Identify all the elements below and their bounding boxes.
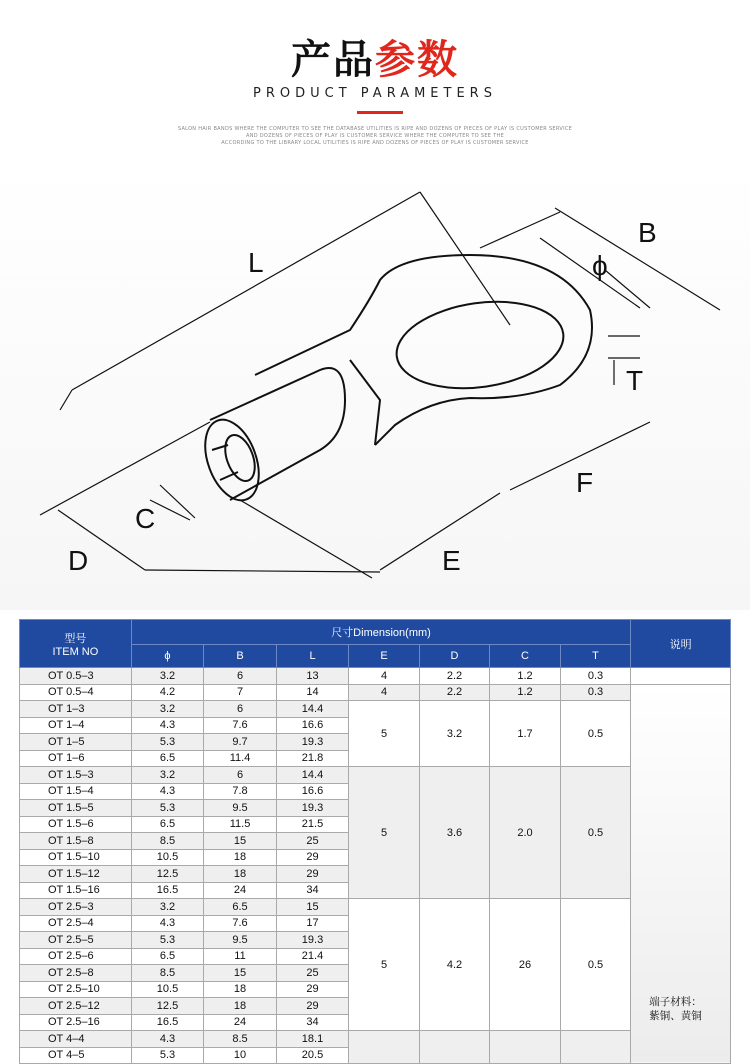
item-no-cell: OT 1.5–3 [20, 767, 132, 784]
phi-cell: 10.5 [131, 981, 204, 998]
l-cell: 21.8 [276, 750, 349, 767]
l-cell: 29 [276, 981, 349, 998]
l-cell: 34 [276, 882, 349, 899]
col-phi: ϕ [131, 645, 204, 668]
b-cell: 11.5 [204, 816, 277, 833]
item-no-cell: OT 1.5–10 [20, 849, 132, 866]
d-cell: 2.2 [419, 668, 489, 685]
col-C: C [490, 645, 560, 668]
t-cell: 0.5 [560, 899, 631, 1031]
model-header [20, 620, 132, 668]
c-cell: 1.2 [490, 668, 560, 685]
fine-print-2: AND DOZENS OF PIECES OF PLAY IS CUSTOMER SERVICE WHERE THE COMPUTER TO SEE THE [245, 133, 505, 139]
item-no-cell: OT 2.5–4 [20, 915, 132, 932]
phi-cell: 8.5 [131, 833, 204, 850]
terminal-drawing [0, 160, 750, 610]
t-cell: 0.5 [560, 767, 631, 899]
header [0, 0, 750, 160]
phi-cell: 3.2 [131, 701, 204, 718]
d-cell: 4.2 [419, 899, 489, 1031]
note-cell [631, 684, 731, 1064]
terminal-diagram [0, 160, 750, 610]
l-cell: 20.5 [276, 1047, 349, 1064]
col-E: E [349, 645, 419, 668]
b-cell: 7.6 [204, 915, 277, 932]
table-body [20, 668, 731, 1064]
phi-cell: 3.2 [131, 899, 204, 916]
page-title [0, 28, 750, 85]
col-L: L [276, 645, 349, 668]
phi-cell: 5.3 [131, 1047, 204, 1064]
col-D: D [419, 645, 489, 668]
item-no-cell: OT 4–5 [20, 1047, 132, 1064]
l-cell: 34 [276, 1014, 349, 1031]
label-D: D [68, 545, 89, 576]
b-cell: 18 [204, 866, 277, 883]
l-cell: 18.1 [276, 1031, 349, 1048]
col-T: T [560, 645, 631, 668]
b-cell: 9.5 [204, 800, 277, 817]
b-cell: 18 [204, 849, 277, 866]
d-cell: 2.2 [419, 684, 489, 701]
d-cell [419, 1031, 489, 1064]
b-cell: 6.5 [204, 899, 277, 916]
phi-cell: 12.5 [131, 866, 204, 883]
label-F: F [576, 467, 594, 498]
b-cell: 18 [204, 981, 277, 998]
l-cell: 15 [276, 899, 349, 916]
phi-cell: 5.3 [131, 734, 204, 751]
parameter-table [19, 619, 731, 1064]
phi-cell: 6.5 [131, 816, 204, 833]
b-cell: 11.4 [204, 750, 277, 767]
item-no-cell: OT 2.5–10 [20, 981, 132, 998]
label-C: C [135, 503, 156, 534]
phi-cell: 16.5 [131, 1014, 204, 1031]
table-row [20, 899, 731, 916]
b-cell: 10 [204, 1047, 277, 1064]
item-no-cell: OT 0.5–4 [20, 684, 132, 701]
item-no-cell: OT 1.5–5 [20, 800, 132, 817]
phi-cell: 4.3 [131, 915, 204, 932]
b-cell: 24 [204, 1014, 277, 1031]
e-cell: 5 [349, 701, 419, 767]
phi-cell: 3.2 [131, 668, 204, 685]
l-cell: 16.6 [276, 717, 349, 734]
item-no-cell: OT 1.5–8 [20, 833, 132, 850]
phi-cell: 4.3 [131, 717, 204, 734]
table-row [20, 1031, 731, 1048]
b-cell: 7 [204, 684, 277, 701]
l-cell: 25 [276, 833, 349, 850]
table-row [20, 684, 731, 701]
l-cell: 16.6 [276, 783, 349, 800]
l-cell: 17 [276, 915, 349, 932]
l-cell: 14.4 [276, 767, 349, 784]
phi-cell: 12.5 [131, 998, 204, 1015]
table-row [20, 668, 731, 685]
item-no-cell: OT 1–3 [20, 701, 132, 718]
t-cell [560, 1031, 631, 1064]
l-cell: 29 [276, 849, 349, 866]
title-underline [357, 111, 403, 114]
label-L: L [248, 247, 264, 278]
phi-cell: 16.5 [131, 882, 204, 899]
note-cell-top [631, 668, 731, 685]
b-cell: 6 [204, 701, 277, 718]
l-cell: 14 [276, 684, 349, 701]
b-cell: 24 [204, 882, 277, 899]
t-cell: 0.5 [560, 701, 631, 767]
l-cell: 13 [276, 668, 349, 685]
phi-cell: 5.3 [131, 800, 204, 817]
l-cell: 21.4 [276, 948, 349, 965]
phi-cell: 6.5 [131, 948, 204, 965]
item-no-cell: OT 2.5–5 [20, 932, 132, 949]
item-no-cell: OT 1.5–12 [20, 866, 132, 883]
t-cell: 0.3 [560, 684, 631, 701]
phi-cell: 5.3 [131, 932, 204, 949]
b-cell: 8.5 [204, 1031, 277, 1048]
col-B: B [204, 645, 277, 668]
note-material-label: 端子材料： [649, 996, 702, 1008]
b-cell: 9.5 [204, 932, 277, 949]
b-cell: 15 [204, 833, 277, 850]
b-cell: 7.6 [204, 717, 277, 734]
fine-print-3: ACCORDING TO THE LIBRARY LOCAL UTILITIES IS RIPE AND DOZENS OF PIECES OF PLAY IS CUSTOMER SERVICE [221, 140, 529, 146]
table-row [20, 701, 731, 718]
fine-print-1: SALON HAIR BANDS WHERE THE COMPUTER TO SEE THE DATABASE UTILITIES IS RIPE AND DOZENS OF PIECES OF PLAY IS CUSTOMER SERVICE [177, 126, 573, 132]
page-subtitle: PRODUCT PARAMETERS [253, 86, 497, 101]
l-cell: 19.3 [276, 932, 349, 949]
c-cell: 26 [490, 899, 560, 1031]
title-red: 参数 [375, 37, 459, 83]
table-row [20, 767, 731, 784]
item-no-cell: OT 1.5–6 [20, 816, 132, 833]
model-header-en: ITEM NO [52, 645, 99, 658]
phi-cell: 6.5 [131, 750, 204, 767]
b-cell: 7.8 [204, 783, 277, 800]
dimension-header: 尺寸Dimension(mm) [131, 620, 630, 645]
item-no-cell: OT 2.5–8 [20, 965, 132, 982]
item-no-cell: OT 2.5–3 [20, 899, 132, 916]
item-no-cell: OT 1–5 [20, 734, 132, 751]
model-header-cn: 型号 [64, 632, 87, 645]
l-cell: 19.3 [276, 800, 349, 817]
phi-cell: 10.5 [131, 849, 204, 866]
label-phi: ϕ [592, 250, 608, 281]
b-cell: 15 [204, 965, 277, 982]
note-header: 说明 [631, 620, 731, 668]
l-cell: 29 [276, 866, 349, 883]
b-cell: 6 [204, 767, 277, 784]
label-B: B [638, 217, 657, 248]
item-no-cell: OT 0.5–3 [20, 668, 132, 685]
e-cell: 4 [349, 684, 419, 701]
l-cell: 21.5 [276, 816, 349, 833]
phi-cell: 4.3 [131, 783, 204, 800]
d-cell: 3.6 [419, 767, 489, 899]
e-cell: 5 [349, 899, 419, 1031]
title-black: 产品 [291, 37, 375, 83]
phi-cell: 4.2 [131, 684, 204, 701]
item-no-cell: OT 2.5–12 [20, 998, 132, 1015]
t-cell: 0.3 [560, 668, 631, 685]
l-cell: 25 [276, 965, 349, 982]
b-cell: 18 [204, 998, 277, 1015]
c-cell: 1.2 [490, 684, 560, 701]
c-cell: 2.0 [490, 767, 560, 899]
e-cell: 5 [349, 767, 419, 899]
item-no-cell: OT 1.5–16 [20, 882, 132, 899]
item-no-cell: OT 1.5–4 [20, 783, 132, 800]
item-no-cell: OT 1–4 [20, 717, 132, 734]
c-cell [490, 1031, 560, 1064]
e-cell [349, 1031, 419, 1064]
label-T: T [626, 365, 644, 396]
phi-cell: 8.5 [131, 965, 204, 982]
item-no-cell: OT 2.5–16 [20, 1014, 132, 1031]
l-cell: 29 [276, 998, 349, 1015]
d-cell: 3.2 [419, 701, 489, 767]
b-cell: 6 [204, 668, 277, 685]
item-no-cell: OT 2.5–6 [20, 948, 132, 965]
phi-cell: 4.3 [131, 1031, 204, 1048]
phi-cell: 3.2 [131, 767, 204, 784]
l-cell: 19.3 [276, 734, 349, 751]
item-no-cell: OT 4–4 [20, 1031, 132, 1048]
b-cell: 11 [204, 948, 277, 965]
label-E: E [442, 545, 461, 576]
c-cell: 1.7 [490, 701, 560, 767]
l-cell: 14.4 [276, 701, 349, 718]
e-cell: 4 [349, 668, 419, 685]
b-cell: 9.7 [204, 734, 277, 751]
note-material-value: 紫铜、黄铜 [649, 1010, 702, 1022]
item-no-cell: OT 1–6 [20, 750, 132, 767]
